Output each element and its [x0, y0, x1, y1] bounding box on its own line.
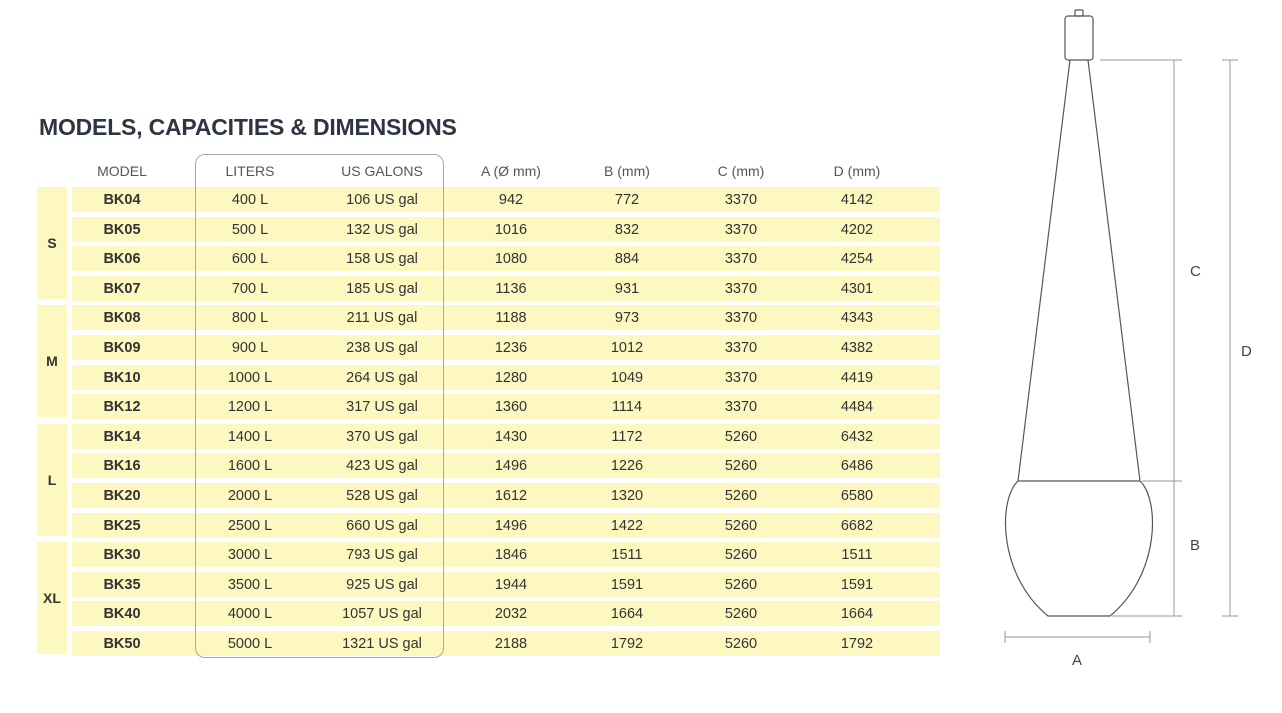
cell-c: 3370: [724, 369, 758, 386]
cell-a: 1496: [494, 517, 528, 534]
table-row: [72, 542, 940, 567]
cell-b: 1226: [610, 457, 644, 474]
cell-b: 1792: [610, 635, 644, 652]
cell-liters: 4000 L: [227, 605, 273, 622]
header-gallons: US GALONS: [341, 163, 423, 179]
table-row: [72, 187, 940, 212]
cell-d: 1511: [841, 546, 873, 563]
cell-b: 1114: [611, 398, 643, 415]
cell-d: 6432: [840, 428, 874, 445]
cell-liters: 800 L: [231, 309, 269, 326]
cell-d: 4382: [840, 339, 874, 356]
cell-d: 1664: [840, 605, 874, 622]
cell-model: BK40: [103, 605, 141, 622]
cell-liters: 3500 L: [227, 576, 273, 593]
table-row: [72, 483, 940, 508]
header-a: A (Ø mm): [481, 163, 541, 179]
dim-label-c: C: [1190, 263, 1201, 280]
cell-a: 1136: [495, 280, 527, 297]
cell-gallons: 238 US gal: [346, 339, 418, 356]
size-group-l: L: [37, 424, 67, 536]
size-group-xl: XL: [37, 542, 67, 654]
header-d: D (mm): [833, 163, 881, 179]
size-group-m: M: [37, 305, 67, 417]
header-b: B (mm): [604, 163, 650, 179]
cell-gallons: 132 US gal: [346, 221, 418, 238]
cell-gallons: 317 US gal: [346, 398, 418, 415]
cell-model: BK04: [103, 191, 141, 208]
page-title: MODELS, CAPACITIES & DIMENSIONS: [39, 114, 457, 140]
cell-gallons: 423 US gal: [346, 457, 418, 474]
dim-label-a: A: [1072, 652, 1083, 669]
cell-a: 1944: [494, 576, 528, 593]
cell-c: 5260: [724, 635, 758, 652]
cell-c: 3370: [724, 339, 758, 356]
cell-model: BK06: [103, 250, 141, 267]
cell-b: 1172: [611, 428, 643, 445]
cell-d: 6580: [840, 487, 874, 504]
cell-b: 1012: [610, 339, 644, 356]
cell-a: 1430: [494, 428, 528, 445]
cell-c: 5260: [724, 517, 758, 534]
cell-gallons: 185 US gal: [346, 280, 418, 297]
cell-liters: 1000 L: [227, 369, 273, 386]
cell-gallons: 1057 US gal: [342, 605, 422, 622]
cell-a: 1846: [494, 546, 528, 563]
cell-c: 5260: [724, 428, 758, 445]
cell-liters: 3000 L: [227, 546, 273, 563]
cell-model: BK25: [103, 517, 141, 534]
table-row: [72, 394, 940, 419]
cell-b: 1664: [610, 605, 644, 622]
cell-gallons: 158 US gal: [346, 250, 418, 267]
cell-a: 1360: [494, 398, 528, 415]
cell-d: 6486: [840, 457, 874, 474]
cell-c: 3370: [724, 221, 758, 238]
cell-gallons: 528 US gal: [346, 487, 418, 504]
cell-b: 832: [614, 221, 640, 238]
cell-c: 3370: [724, 280, 758, 297]
cell-gallons: 264 US gal: [346, 369, 418, 386]
cell-a: 1080: [494, 250, 528, 267]
cell-a: 1016: [494, 221, 528, 238]
cell-model: BK50: [103, 635, 141, 652]
cell-d: 4254: [840, 250, 874, 267]
cell-model: BK12: [103, 398, 141, 415]
cell-liters: 700 L: [231, 280, 269, 297]
cell-liters: 600 L: [231, 250, 269, 267]
cell-d: 4202: [840, 221, 874, 238]
cell-model: BK09: [103, 339, 141, 356]
cell-a: 942: [498, 191, 524, 208]
cell-b: 1511: [611, 546, 643, 563]
table-row: [72, 246, 940, 271]
cell-c: 5260: [724, 605, 758, 622]
header-liters: LITERS: [225, 163, 275, 179]
tank-top-fitting: [1065, 16, 1093, 60]
tank-cone: [1018, 60, 1140, 481]
cell-liters: 500 L: [231, 221, 269, 238]
cell-c: 3370: [724, 398, 758, 415]
table-row: [72, 217, 940, 242]
cell-c: 5260: [724, 546, 758, 563]
cell-d: 4142: [840, 191, 874, 208]
cell-b: 772: [614, 191, 640, 208]
cell-gallons: 1321 US gal: [342, 635, 422, 652]
table-row: [72, 305, 940, 330]
cell-model: BK05: [103, 221, 141, 238]
header-model: MODEL: [97, 163, 147, 179]
cell-b: 1422: [610, 517, 644, 534]
cell-liters: 900 L: [231, 339, 269, 356]
cell-b: 1320: [610, 487, 644, 504]
cell-d: 4343: [840, 309, 874, 326]
cell-c: 5260: [724, 457, 758, 474]
cell-model: BK10: [103, 369, 141, 386]
table-row: [72, 572, 940, 597]
table-row: [72, 365, 940, 390]
cell-model: BK14: [103, 428, 141, 445]
cell-gallons: 370 US gal: [346, 428, 418, 445]
cell-gallons: 106 US gal: [346, 191, 418, 208]
table-row: [72, 424, 940, 449]
cell-b: 931: [614, 280, 640, 297]
cell-d: 6682: [840, 517, 874, 534]
table-row: [72, 513, 940, 538]
table-row: [72, 276, 940, 301]
cell-model: BK35: [103, 576, 141, 593]
cell-model: BK20: [103, 487, 141, 504]
cell-b: 973: [614, 309, 640, 326]
table-row: [72, 601, 940, 626]
tank-top-cap: [1075, 10, 1083, 16]
cell-model: BK30: [103, 546, 141, 563]
cell-a: 1236: [494, 339, 528, 356]
cell-d: 1792: [840, 635, 874, 652]
cell-liters: 1600 L: [227, 457, 273, 474]
dim-label-b: B: [1190, 537, 1201, 554]
cell-c: 3370: [724, 250, 758, 267]
table-row: [72, 335, 940, 360]
cell-a: 2032: [494, 605, 528, 622]
cell-model: BK16: [103, 457, 141, 474]
cell-liters: 5000 L: [227, 635, 273, 652]
tank-bowl: [1006, 481, 1153, 616]
cell-d: 4419: [840, 369, 874, 386]
cell-a: 1280: [494, 369, 528, 386]
cell-gallons: 925 US gal: [346, 576, 418, 593]
cell-a: 1188: [495, 309, 527, 326]
cell-b: 884: [614, 250, 640, 267]
cell-c: 3370: [724, 309, 758, 326]
cell-model: BK07: [103, 280, 141, 297]
cell-liters: 2000 L: [227, 487, 273, 504]
cell-gallons: 660 US gal: [346, 517, 418, 534]
cell-d: 4301: [840, 280, 874, 297]
cell-c: 5260: [724, 576, 758, 593]
tank-dimension-diagram: [960, 0, 1270, 713]
cell-liters: 2500 L: [227, 517, 273, 534]
cell-c: 5260: [724, 487, 758, 504]
cell-gallons: 793 US gal: [346, 546, 418, 563]
table-row: [72, 453, 940, 478]
cell-c: 3370: [724, 191, 758, 208]
cell-a: 2188: [494, 635, 528, 652]
cell-d: 4484: [840, 398, 874, 415]
header-c: C (mm): [717, 163, 765, 179]
size-group-s: S: [37, 187, 67, 299]
cell-a: 1496: [494, 457, 528, 474]
dim-label-d: D: [1241, 343, 1252, 360]
cell-liters: 400 L: [231, 191, 269, 208]
cell-d: 1591: [840, 576, 874, 593]
cell-gallons: 211 US gal: [346, 309, 418, 326]
cell-b: 1591: [610, 576, 644, 593]
cell-liters: 1200 L: [227, 398, 273, 415]
cell-model: BK08: [103, 309, 141, 326]
table-row: [72, 631, 940, 656]
cell-liters: 1400 L: [227, 428, 273, 445]
cell-b: 1049: [610, 369, 644, 386]
cell-a: 1612: [494, 487, 528, 504]
